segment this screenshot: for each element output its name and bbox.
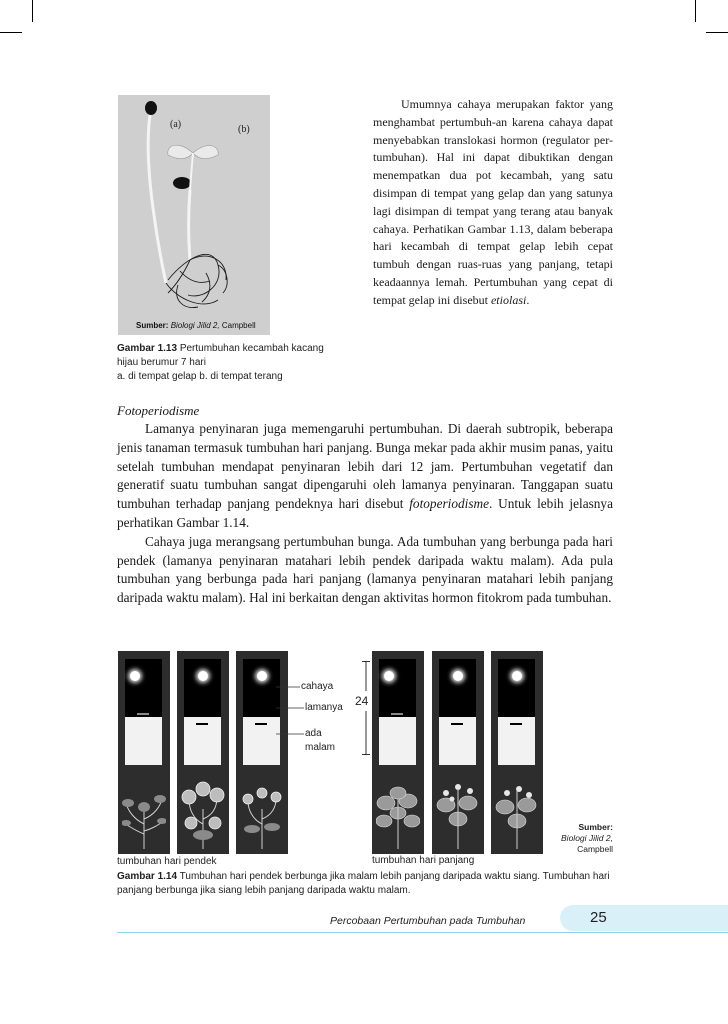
- footer-rule: [117, 932, 728, 933]
- plant-icon: [122, 779, 166, 849]
- paragraph-1: Lamanya penyinaran juga memengaruhi pertumbuhan. Di daerah subtropik, beberapa jenis tanaman termasuk tumbuhan hari panjang. Bunga mekar pada akhir musim panas, yaitu setelah tumbuhan mendapat penyinaran lebih dari 12 jam. Pertumbuhan vegetatif dan generatif suatu tumbuhan sangat dipengaruhi oleh lamanya penyinaran. Tanggapan suatu tumbuhan terhadap panjang pendeknya hari disebut fotoperiodisme. Untuk lebih jelasnya perhatikan Gambar 1.14.: [117, 421, 613, 530]
- body-text: [117, 420, 613, 608]
- long-day-plants-label: tumbuhan hari panjang: [372, 855, 475, 866]
- 24-hour-scale: [362, 661, 370, 755]
- flowering-plant-icon: [436, 779, 480, 849]
- sun-icon: [512, 671, 522, 681]
- paragraph-2: Cahaya juga merangsang pertumbuhan bunga. Ada tumbuhan yang berbunga pada hari pendek (lamanya penyinaran matahari lebih pendek daripada waktu malam). Ada pula tumbuhan yang berbunga pada hari panjang (lamanya penyinaran matahari lebih panjang daripada waktu malam). Hal ini berkaitan dengan aktivitas hormon fitokrom pada tumbuhan.: [117, 533, 613, 606]
- sun-icon: [384, 671, 394, 681]
- sun-icon: [257, 671, 267, 681]
- section-heading: Fotoperiodisme: [117, 403, 200, 418]
- figure-1-13-photo: [118, 95, 270, 335]
- long-day-panel-1: [372, 651, 424, 854]
- figure-1-14-caption: Gambar 1.14 Tumbuhan hari pendek berbunga jika malam lebih panjang daripada waktu siang. Tumbuhan hari panjang berbunga jika siang lebih panjang daripada waktu malam.: [117, 871, 610, 896]
- crop-mark-top-right-v: [695, 0, 696, 22]
- label-ada: ada: [305, 728, 322, 739]
- footer-chapter-title: Percobaan Pertumbuhan pada Tumbuhan: [330, 915, 526, 927]
- sun-icon: [453, 671, 463, 681]
- flowering-plant-icon: [240, 779, 284, 849]
- short-day-plants-label: tumbuhan hari pendek: [117, 856, 217, 867]
- footer-page-tab: [560, 905, 728, 931]
- label-malam: malam: [305, 742, 336, 753]
- label-leader-lines: [268, 686, 308, 756]
- figure-label-b: (b): [238, 124, 250, 135]
- label-cahaya: cahaya: [301, 681, 334, 692]
- flowering-plant-icon: [495, 779, 539, 849]
- figure-label-a: (a): [170, 119, 182, 130]
- short-day-panel-2: [177, 651, 229, 854]
- sun-icon: [198, 671, 208, 681]
- long-day-panel-2: [432, 651, 484, 854]
- page-number: 25: [590, 909, 607, 926]
- right-column-text: [373, 96, 613, 310]
- label-24-hours: 24: [355, 694, 369, 708]
- sun-icon: [130, 671, 140, 681]
- figure-1-13-source: Sumber: Biologi Jilid 2, Campbell: [136, 321, 256, 330]
- crop-mark-top-right-h: [706, 32, 728, 33]
- figure-1-13-caption: Gambar 1.13 Pertumbuhan kecambah kacang hijau berumur 7 hari a. di tempat gelap b. di tempat terang: [117, 343, 324, 382]
- label-lamanya: lamanya: [305, 702, 343, 713]
- plant-icon: [376, 779, 420, 849]
- crop-mark-top-left-h: [0, 32, 22, 33]
- etiolation-paragraph: Umumnya cahaya merupakan faktor yang menghambat pertumbuh-an karena cahaya dapat menyebabkan translokasi hormon (regulator per-tumbuhan). Hal ini dapat dibuktikan dengan menempatkan dua pot kecambah, yang satu disimpan di tempat yang gelap dan yang satunya lagi disimpan di tempat yang terang atau banyak cahaya. Perhatikan Gambar 1.13, dalam beberapa hari kecambah di tempat gelap lebih cepat tumbuh dengan ruas-ruas yang panjang, tetapi keadaannya lemah. Pertumbuhan yang cepat di tempat gelap ini disebut etiolasi.: [373, 97, 613, 307]
- crop-mark-top-left-v: [32, 0, 33, 22]
- long-day-panel-3: [491, 651, 543, 854]
- short-day-panel-1: [118, 651, 170, 854]
- flowering-plant-icon: [181, 779, 225, 849]
- figure-1-14-source: Sumber: Biologi Jilid 2, Campbell: [561, 822, 613, 854]
